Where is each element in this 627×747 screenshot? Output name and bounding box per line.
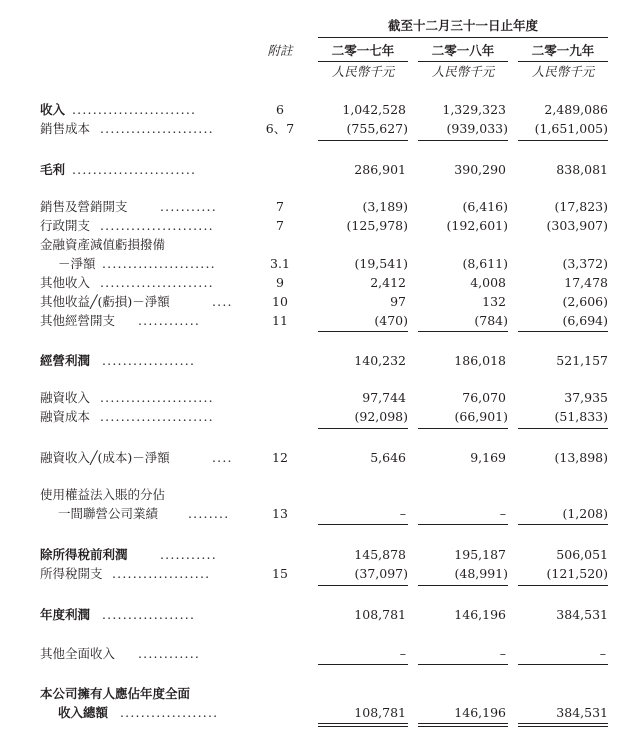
row-label: －淨額 <box>58 256 96 271</box>
dot-leader: ...................... <box>102 256 216 271</box>
value-2019: (303,907) <box>546 218 608 233</box>
row-label: 年度利潤 <box>40 607 91 622</box>
dot-leader: ...................... <box>100 218 214 233</box>
dot-leader: ...................... <box>100 275 214 290</box>
value-2018: 4,008 <box>470 275 506 290</box>
row-label: 行政開支 <box>40 218 91 233</box>
value-2018: (48,991) <box>454 566 508 581</box>
value-2018: 1,329,323 <box>442 102 506 117</box>
value-2017: (125,978) <box>346 218 408 233</box>
value-2019: (51,833) <box>554 409 608 424</box>
dot-leader: ................... <box>120 705 219 720</box>
note-ref: 7 <box>276 199 284 214</box>
subtotal-rule <box>318 428 408 429</box>
row-label: 經營利潤 <box>40 353 91 368</box>
dot-leader: ............ <box>138 646 201 661</box>
value-2017: (470) <box>374 313 408 328</box>
dot-leader: ............ <box>138 313 201 328</box>
dot-leader: ........... <box>160 199 217 214</box>
note-ref: 15 <box>272 566 288 581</box>
year-2019-underline <box>518 61 608 62</box>
dot-leader: .................. <box>102 607 196 622</box>
year-2019-header: 二零一九年 <box>531 43 595 58</box>
value-2017: 1,042,528 <box>342 102 406 117</box>
year-2017-header: 二零一七年 <box>331 43 395 58</box>
note-ref: 6 <box>276 102 284 117</box>
value-2017: (37,097) <box>354 566 408 581</box>
value-2018: (8,611) <box>462 256 508 271</box>
value-2019: (6,694) <box>562 313 608 328</box>
value-2017: (755,627) <box>346 121 408 136</box>
dot-leader: .... <box>212 450 233 465</box>
note-ref: 3.1 <box>270 256 290 271</box>
note-ref: 7 <box>276 218 284 233</box>
row-label: 其他經營開支 <box>40 313 116 328</box>
subtotal-rule <box>318 664 408 665</box>
subtotal-rule <box>518 428 608 429</box>
value-2018: 9,169 <box>470 450 506 465</box>
row-label: 其他收入 <box>40 275 91 290</box>
value-2018: – <box>499 646 506 661</box>
subtotal-rule <box>518 331 608 332</box>
value-2019: (13,898) <box>554 450 608 465</box>
note-ref: 10 <box>272 294 288 309</box>
note-ref: 12 <box>272 450 288 465</box>
year-2018-header: 二零一八年 <box>431 43 495 58</box>
subtotal-rule <box>418 664 508 665</box>
value-2017: 145,878 <box>354 547 406 562</box>
subtotal-rule <box>318 140 408 141</box>
value-2017: 286,901 <box>354 162 406 177</box>
subtotal-rule <box>518 664 608 665</box>
value-2018: (784) <box>474 313 508 328</box>
row-label: 融資成本 <box>40 409 91 424</box>
year-2017-underline <box>318 61 408 62</box>
dot-leader: ...................... <box>100 390 214 405</box>
row-label: 融資收入 <box>40 390 91 405</box>
value-2017: 140,232 <box>354 353 406 368</box>
row-label: 所得稅開支 <box>40 566 103 581</box>
value-2019: 838,081 <box>556 162 608 177</box>
value-2019: (2,606) <box>562 294 608 309</box>
value-2018: 76,070 <box>462 390 506 405</box>
subtotal-rule <box>418 428 508 429</box>
subtotal-rule <box>518 524 608 525</box>
note-ref: 9 <box>276 275 284 290</box>
note-ref: 11 <box>272 313 288 328</box>
currency-2018: 人民幣千元 <box>431 64 495 79</box>
value-2017: – <box>399 506 406 521</box>
value-2019: (1,651,005) <box>534 121 608 136</box>
subtotal-rule <box>318 331 408 332</box>
value-2017: (19,541) <box>354 256 408 271</box>
value-2018: 132 <box>482 294 506 309</box>
value-2018: 195,187 <box>454 547 506 562</box>
subtotal-rule <box>418 585 508 586</box>
row-label: 其他收益╱(虧損)－淨額 <box>40 294 170 309</box>
value-2018: 146,196 <box>454 607 506 622</box>
subtotal-rule <box>518 140 608 141</box>
dot-leader: .................. <box>102 353 196 368</box>
value-2017: (92,098) <box>354 409 408 424</box>
year-2018-underline <box>418 61 508 62</box>
value-2018: (6,416) <box>462 199 508 214</box>
value-2019: (17,823) <box>554 199 608 214</box>
row-label: 毛利 <box>40 162 66 177</box>
dot-leader: .... <box>212 294 233 309</box>
row-label: 一間聯營公司業績 <box>58 506 159 521</box>
subtotal-rule <box>418 331 508 332</box>
currency-2017: 人民幣千元 <box>331 64 395 79</box>
grand-total-double-rule <box>518 723 608 727</box>
value-2017: 97 <box>390 294 406 309</box>
dot-leader: ...................... <box>100 409 214 424</box>
dot-leader: ........................ <box>72 162 197 177</box>
value-2019: 17,478 <box>564 275 608 290</box>
value-2018: (66,901) <box>454 409 508 424</box>
value-2019: (3,372) <box>562 256 608 271</box>
grand-total-double-rule <box>318 723 408 727</box>
subtotal-rule <box>518 585 608 586</box>
value-2018: 146,196 <box>454 705 506 720</box>
value-2019: 2,489,086 <box>544 102 608 117</box>
value-2017: 108,781 <box>354 705 406 720</box>
value-2017: 2,412 <box>370 275 406 290</box>
row-label: 收入 <box>40 102 66 117</box>
value-2019: 506,051 <box>556 547 608 562</box>
currency-2019: 人民幣千元 <box>531 64 595 79</box>
dot-leader: ........ <box>188 506 230 521</box>
value-2018: (939,033) <box>446 121 508 136</box>
value-2019: (121,520) <box>546 566 608 581</box>
note-ref: 6、7 <box>265 121 295 136</box>
period-heading: 截至十二月三十一日止年度 <box>387 18 538 33</box>
value-2017: (3,189) <box>362 199 408 214</box>
grand-total-double-rule <box>418 723 508 727</box>
value-2019: 384,531 <box>556 705 608 720</box>
row-label: 銷售成本 <box>40 121 91 136</box>
dot-leader: ........................ <box>72 102 197 117</box>
dot-leader: ...................... <box>100 121 214 136</box>
value-2018: – <box>499 506 506 521</box>
value-2017: 108,781 <box>354 607 406 622</box>
row-label: 銷售及營銷開支 <box>40 199 128 214</box>
value-2017: – <box>399 646 406 661</box>
subtotal-rule <box>418 140 508 141</box>
note-ref: 13 <box>272 506 288 521</box>
value-2017: 97,744 <box>362 390 406 405</box>
dot-leader: ................... <box>112 566 211 581</box>
row-label: 融資收入╱(成本)－淨額 <box>40 450 170 465</box>
dot-leader: ........... <box>160 547 217 562</box>
row-label: 除所得稅前利潤 <box>40 547 128 562</box>
subtotal-rule <box>318 524 408 525</box>
row-label: 使用權益法入賬的分佔 <box>40 487 166 502</box>
value-2019: 37,935 <box>564 390 608 405</box>
row-label: 收入總額 <box>58 705 109 720</box>
row-label: 本公司擁有人應佔年度全面 <box>40 686 191 701</box>
value-2019: 384,531 <box>556 607 608 622</box>
value-2018: 186,018 <box>454 353 506 368</box>
value-2018: (192,601) <box>446 218 508 233</box>
value-2019: 521,157 <box>556 353 608 368</box>
period-underline <box>318 37 608 38</box>
value-2017: 5,646 <box>370 450 406 465</box>
note-column-header: 附註 <box>267 43 293 58</box>
subtotal-rule <box>418 524 508 525</box>
value-2018: 390,290 <box>454 162 506 177</box>
row-label: 金融資產減值虧損撥備 <box>40 237 166 252</box>
subtotal-rule <box>318 585 408 586</box>
value-2019: (1,208) <box>562 506 608 521</box>
value-2019: – <box>599 646 606 661</box>
row-label: 其他全面收入 <box>40 646 116 661</box>
